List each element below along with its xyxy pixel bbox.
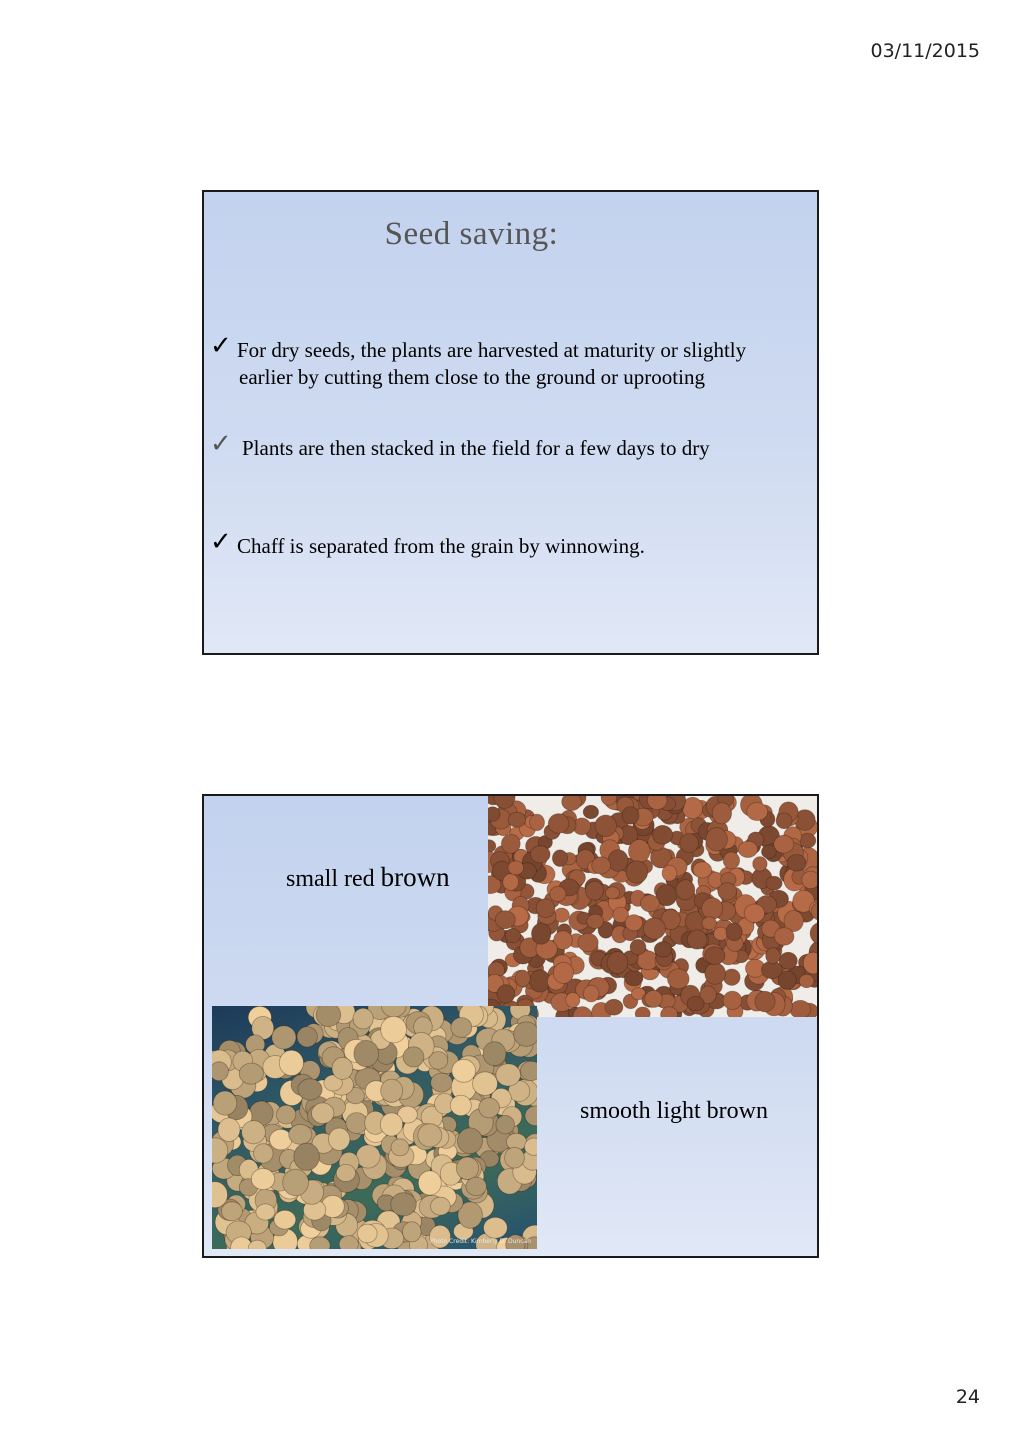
seed-shape — [530, 814, 545, 830]
seed-shape — [279, 1050, 303, 1075]
seed-shape — [297, 1027, 317, 1047]
bullet-text: Chaff is separated from the grain by winnowing. — [237, 534, 645, 558]
seed-shape — [381, 1079, 403, 1102]
seed-shape — [687, 996, 704, 1010]
photo-credit: Photo Credit: Kimberly D. Duncan — [430, 1238, 531, 1245]
seed-shape — [289, 1125, 312, 1145]
seed-shape — [723, 852, 739, 869]
page-number: 24 — [955, 1386, 980, 1408]
seed-shape — [256, 1204, 275, 1220]
seed-shape — [676, 880, 695, 900]
seed-shape — [473, 1072, 498, 1096]
seed-shape — [339, 1236, 358, 1249]
checkmark-icon: ✓ — [210, 527, 232, 557]
seed-shape — [552, 850, 567, 867]
seed-shape — [774, 835, 794, 853]
seed-shape — [645, 990, 663, 1007]
seed-shape — [810, 922, 819, 944]
seed-shape — [643, 918, 665, 939]
seed-shape — [391, 1139, 409, 1156]
seed-shape — [706, 828, 728, 852]
red-seeds-image — [488, 795, 819, 1017]
seed-shape — [766, 948, 781, 964]
bullet-text: Plants are then stacked in the field for a few days to dry — [242, 436, 710, 460]
checkmark-icon: ✓ — [210, 429, 232, 459]
seed-shape — [668, 969, 690, 989]
seed-shape — [450, 1095, 471, 1115]
seed-shape — [336, 1164, 355, 1181]
seed-shape — [607, 952, 628, 974]
seed-shape — [724, 969, 741, 985]
caption-smooth-light-brown: smooth light brown — [580, 1098, 769, 1124]
seed-shape — [687, 930, 707, 949]
seed-shape — [747, 803, 768, 821]
seed-shape — [654, 942, 672, 958]
seed-shape — [403, 1047, 424, 1067]
seed-shape — [221, 1202, 242, 1221]
slide-seed-saving — [202, 190, 819, 655]
seed-shape — [515, 970, 530, 987]
seed-shape — [356, 1145, 380, 1168]
seed-shape — [718, 883, 737, 900]
seed-shape — [635, 1007, 650, 1017]
bullet-harvest — [210, 331, 797, 391]
seed-shape — [605, 887, 619, 899]
page-date: 03/11/2015 — [870, 40, 980, 62]
seed-shape — [456, 1157, 478, 1180]
seed-shape — [508, 812, 526, 827]
seed-shape — [622, 807, 639, 825]
seed-shape — [312, 1103, 334, 1124]
seed-shape — [466, 1177, 487, 1196]
seed-shape — [744, 904, 764, 923]
seed-shape — [505, 929, 520, 943]
seed-shape — [283, 1169, 309, 1196]
seed-shape — [531, 846, 551, 863]
light-seeds-image — [212, 1006, 537, 1249]
seed-shape — [329, 1128, 350, 1150]
seed-shape — [431, 1073, 453, 1092]
seed-shape — [662, 865, 677, 881]
seed-shape — [705, 963, 726, 985]
seed-shape — [452, 1059, 476, 1082]
seed-shape — [625, 970, 643, 986]
seed-shape — [548, 814, 569, 834]
seed-shape — [354, 1041, 379, 1067]
seed-shape — [626, 861, 648, 883]
seed-shape — [562, 795, 582, 811]
seed-shape — [774, 928, 794, 946]
bullet-winnowing — [210, 527, 645, 560]
seed-shape — [418, 1124, 442, 1147]
seed-shape — [451, 1018, 472, 1038]
seed-shape — [790, 1000, 811, 1017]
seed-shape — [276, 1105, 295, 1124]
seed-shape — [380, 1113, 402, 1136]
seed-shape — [653, 825, 673, 844]
seed-shape — [705, 947, 725, 965]
seed-shape — [458, 1128, 483, 1154]
seed-shape — [403, 1222, 422, 1242]
seed-shape — [242, 1121, 266, 1144]
checkmark-icon: ✓ — [210, 331, 232, 361]
seed-shape — [212, 1062, 228, 1081]
seed-shape — [802, 871, 819, 889]
seed-shape — [629, 840, 651, 863]
seed-shape — [272, 1026, 296, 1049]
caption-small-red-brown — [286, 862, 450, 893]
seed-shape — [346, 1113, 368, 1134]
bullet-stacking — [210, 429, 710, 462]
seed-shape — [550, 886, 566, 901]
seed-shape — [723, 991, 742, 1009]
seed-shape — [787, 855, 806, 872]
seed-shape — [503, 874, 519, 891]
seed-shape — [738, 841, 757, 857]
seed-shape — [630, 939, 646, 954]
seed-shape — [587, 914, 604, 928]
seed-shape — [332, 1057, 353, 1079]
seed-shape — [605, 999, 623, 1015]
seed-shape — [358, 1224, 378, 1243]
seed-shape — [218, 1118, 240, 1142]
seed-shape — [274, 1210, 296, 1229]
seed-shape — [532, 923, 551, 944]
seed-shape — [251, 1169, 274, 1190]
seed-shape — [496, 1064, 521, 1086]
seed-shape — [239, 1063, 263, 1084]
seed-shape — [702, 917, 717, 930]
seed-shape — [353, 1008, 373, 1029]
caption-part: brown — [380, 862, 450, 892]
seed-shape — [647, 795, 667, 810]
seed-shape — [755, 991, 775, 1012]
photo-small-red-brown-chickpeas — [488, 795, 819, 1017]
seed-shape — [680, 834, 699, 853]
photo-smooth-light-brown-chickpeas — [212, 1006, 537, 1249]
seed-shape — [553, 962, 573, 983]
seed-shape — [702, 898, 723, 920]
caption-part: small red — [286, 866, 381, 892]
seed-shape — [578, 933, 598, 951]
seed-shape — [495, 911, 515, 929]
seed-shape — [586, 881, 604, 900]
slide-chickpea-types — [202, 794, 819, 1258]
seed-shape — [753, 857, 767, 871]
seed-shape — [483, 1042, 506, 1066]
seed-shape — [381, 1016, 407, 1043]
seed-shape — [583, 805, 598, 818]
seed-shape — [726, 923, 742, 940]
seed-shape — [640, 895, 659, 912]
seed-shape — [391, 1193, 417, 1216]
seed-shape — [418, 1171, 441, 1195]
seed-shape — [625, 915, 642, 931]
slide-title: Seed saving: — [384, 216, 559, 252]
seed-shape — [294, 1143, 320, 1170]
bullet-text-line1: For dry seeds, the plants are harvested at maturity or slightly — [237, 338, 747, 362]
seed-shape — [488, 807, 500, 822]
seed-shape — [803, 952, 819, 974]
seed-shape — [595, 815, 617, 837]
seed-shape — [536, 899, 555, 918]
seed-shape — [776, 813, 792, 829]
seed-shape — [712, 803, 731, 824]
seed-shape — [479, 1098, 500, 1118]
seed-shape — [714, 927, 728, 940]
seed-shape — [254, 1144, 274, 1163]
seed-shape — [213, 1091, 237, 1115]
seed-shape — [766, 876, 782, 890]
seed-shape — [298, 1079, 322, 1100]
seed-shape — [525, 1106, 537, 1126]
bullet-text-line2: earlier by cutting them close to the ground or uprooting — [239, 365, 705, 389]
seed-shape — [496, 1115, 515, 1134]
seed-shape — [566, 993, 580, 1008]
seed-shape — [608, 850, 628, 872]
seed-shape — [497, 985, 515, 1004]
seed-shape — [514, 1022, 537, 1046]
seed-shape — [583, 985, 599, 1002]
seed-shape — [431, 1197, 451, 1215]
seed-shape — [505, 1147, 525, 1168]
seed-shape — [799, 974, 814, 987]
seed-shape — [484, 1217, 508, 1238]
seed-shape — [316, 1006, 341, 1027]
seed-shape — [508, 861, 524, 875]
seed-shape — [592, 857, 611, 874]
seed-shape — [693, 862, 712, 878]
